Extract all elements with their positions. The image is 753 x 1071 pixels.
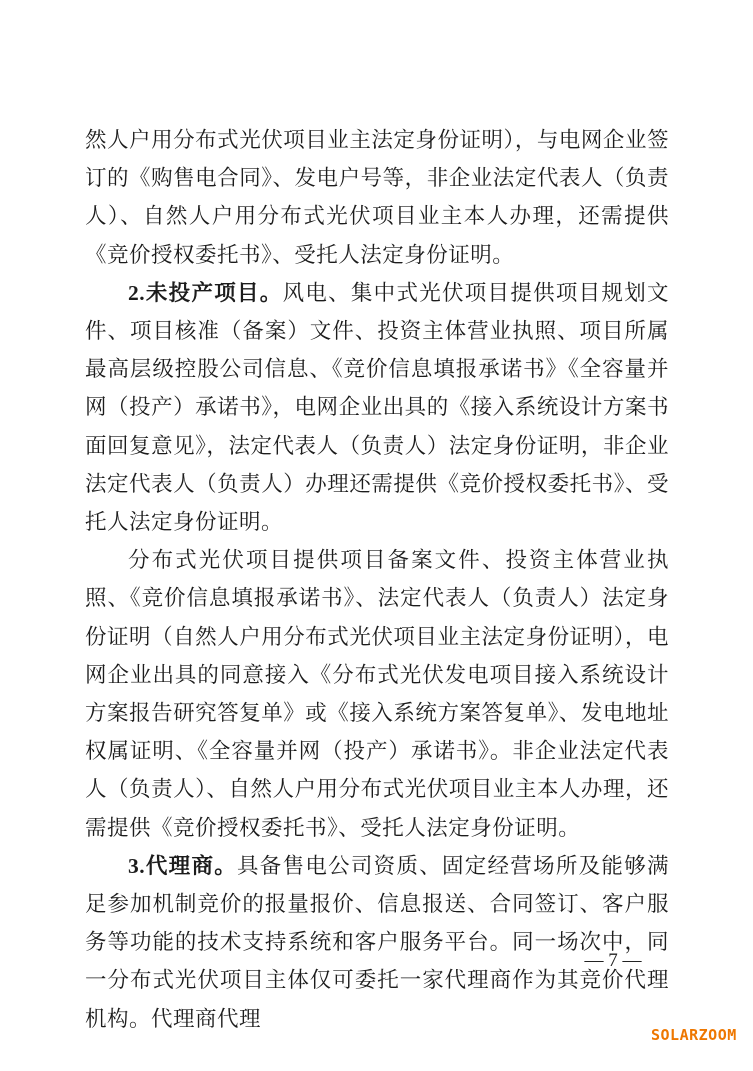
- paragraph-lead: 3.代理商。: [128, 853, 238, 878]
- solarzoom-watermark: SOLARZOOM: [651, 1026, 737, 1044]
- paragraph-lead: 2.未投产项目。: [128, 280, 283, 305]
- paragraph-distributed-pv: [85, 541, 669, 847]
- document-body: [85, 121, 669, 1038]
- paragraph-continuation: [85, 121, 669, 274]
- paragraph-text: 分布式光伏项目提供项目备案文件、投资主体营业执照、《竞价信息填报承诺书》、法定代表人（负责人）法定身份证明（自然人户用分布式光伏项目业主法定身份证明），电网企业出具的同意接入《分布式光伏发电项目接入系统设计方案报告研究答复单》或《接入系统方案答复单》、发电地址权属证明、《全容量并网（投产）承诺书》。非企业法定代表人（负责人）、自然人户用分布式光伏项目业主本人办理，还需提供《竞价授权委托书》、受托人法定身份证明。: [85, 548, 669, 840]
- paragraph-item-3: [85, 847, 669, 1038]
- page-number: — 7 —: [584, 950, 642, 971]
- paragraph-item-2: [85, 274, 669, 541]
- paragraph-text: 具备售电公司资质、固定经营场所及能够满足参加机制竞价的报量报价、信息报送、合同签订、客户服务等功能的技术支持系统和客户服务平台。同一场次中，同一分布式光伏项目主体仅可委托一家代理商作为其竞价代理机构。代理商代理: [85, 853, 669, 1031]
- paragraph-text: 风电、集中式光伏项目提供项目规划文件、项目核准（备案）文件、投资主体营业执照、项目所属最高层级控股公司信息、《竞价信息填报承诺书》《全容量并网（投产）承诺书》，电网企业出具的《接入系统设计方案书面回复意见》，法定代表人（负责人）法定身份证明，非企业法定代表人（负责人）办理还需提供《竞价授权委托书》、受托人法定身份证明。: [85, 280, 669, 535]
- paragraph-text: 然人户用分布式光伏项目业主法定身份证明），与电网企业签订的《购售电合同》、发电户号等，非企业法定代表人（负责人）、自然人户用分布式光伏项目业主本人办理，还需提供《竞价授权委托书》、受托人法定身份证明。: [85, 128, 669, 267]
